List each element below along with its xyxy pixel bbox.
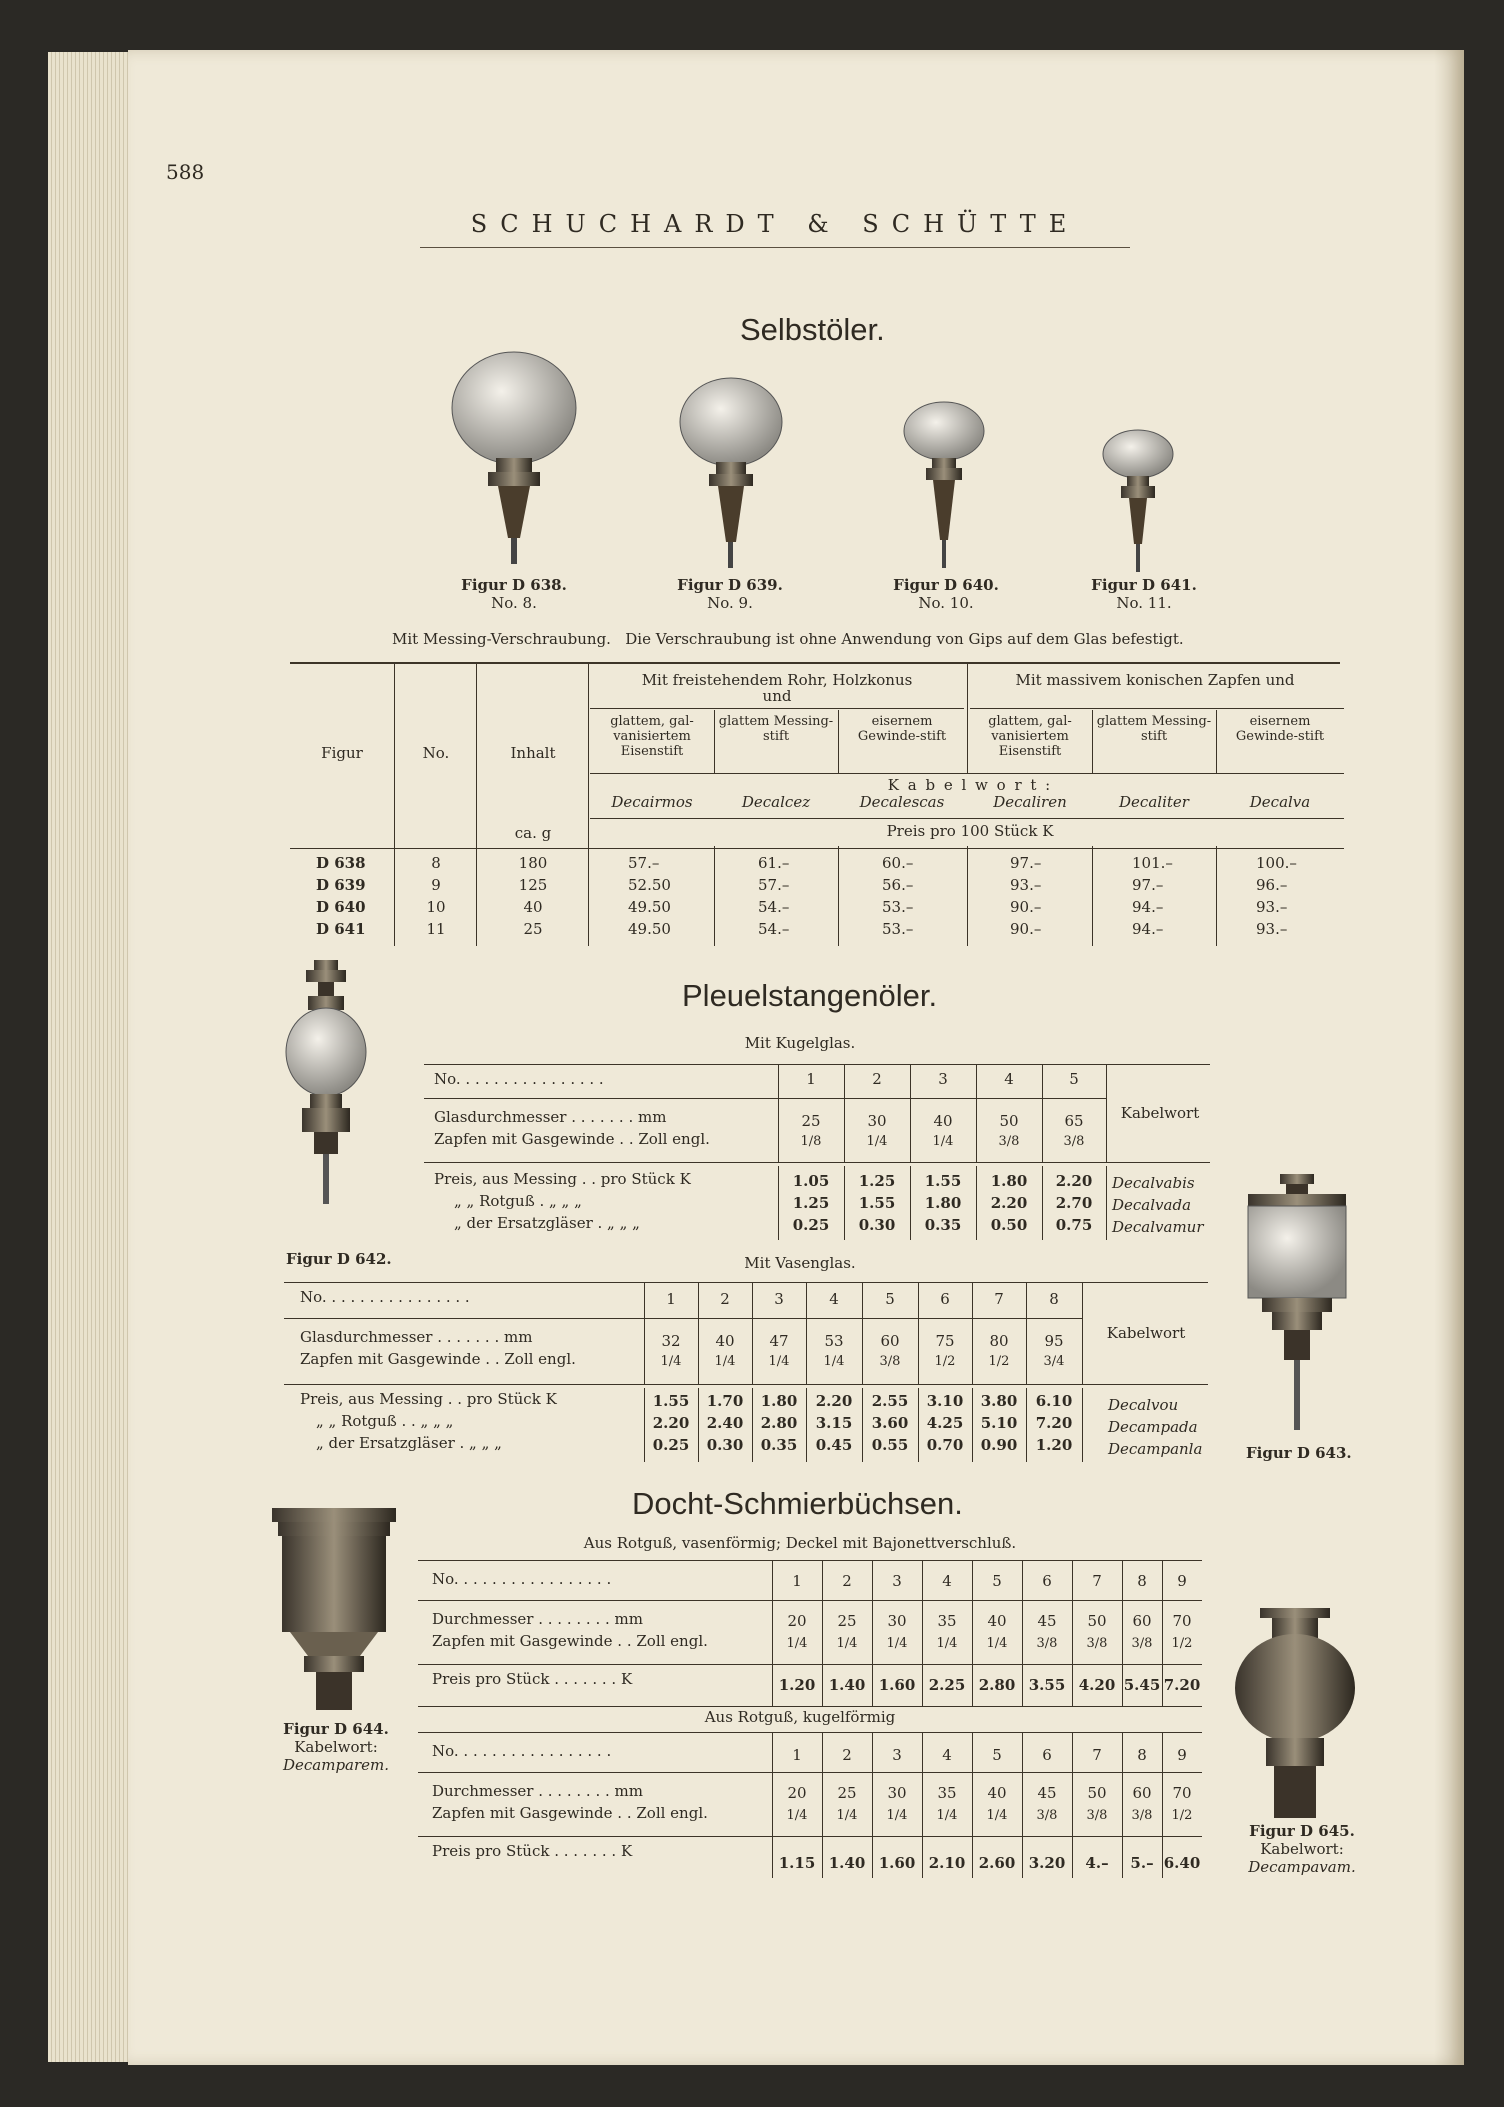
t1-sub-col5: glattem Messing-stift <box>1096 714 1212 744</box>
cell-zapfen: 3/8 <box>1086 1808 1108 1823</box>
t1-head-no: No. <box>422 744 450 762</box>
t1-sub-col3: eisernem Gewinde-stift <box>857 714 947 744</box>
cell-zapfen: 1/4 <box>986 1636 1008 1651</box>
cell-zapfen: 1/4 <box>866 1134 888 1149</box>
cell-durchmesser: 35 <box>937 1784 957 1802</box>
cell-price: 60.– <box>882 854 914 872</box>
cell-figur: D 638 <box>316 854 366 872</box>
cell-price: 2.40 <box>706 1414 744 1432</box>
t3-p-rotguss-label: „ „ Rotguß . . „ „ „ <box>316 1412 454 1430</box>
t3-code-ersatz: Decampanla <box>1108 1440 1203 1458</box>
cell-zapfen: 3/8 <box>1131 1636 1153 1651</box>
cell-price: 93.– <box>1256 898 1288 916</box>
t1-body <box>292 854 1346 942</box>
cell-price: 1.05 <box>792 1172 830 1190</box>
cell-glas: 40 <box>933 1112 953 1130</box>
col-no: 2 <box>842 1746 852 1764</box>
t3-code-messing: Decalvou <box>1108 1396 1179 1414</box>
cell-price: 0.25 <box>792 1216 830 1234</box>
cell-price: 0.30 <box>858 1216 896 1234</box>
cell-zapfen: 3/8 <box>998 1134 1020 1149</box>
t4-subtitle: Aus Rotguß, vasenförmig; Deckel mit Bajonettverschluß. <box>583 1534 1017 1552</box>
figure-label-d639: Figur D 639. <box>677 576 783 594</box>
figure-label-d641: Figur D 641. <box>1091 576 1197 594</box>
t5-subtitle: Aus Rotguß, kugelförmig <box>704 1708 896 1726</box>
col-no: 3 <box>892 1746 902 1764</box>
cell-price: 7.20 <box>1035 1414 1073 1432</box>
col-no: 4 <box>1004 1070 1014 1088</box>
cell-zapfen: 1/8 <box>800 1134 822 1149</box>
table-row <box>292 854 1346 876</box>
cell-figur: D 641 <box>316 920 366 938</box>
cell-price: 1.80 <box>924 1194 962 1212</box>
t3-glas-label: Glasdurchmesser . . . . . . . mm <box>300 1328 533 1346</box>
cell-price: 3.80 <box>980 1392 1018 1410</box>
cell-durchmesser: 50 <box>1087 1612 1107 1630</box>
cell-price: 1.55 <box>858 1194 896 1212</box>
col-no: 1 <box>666 1290 676 1308</box>
cell-price: 3.55 <box>1028 1676 1066 1694</box>
cell-zapfen: 1/4 <box>936 1636 958 1651</box>
cell-price: 2.25 <box>928 1676 966 1694</box>
figure-d645-code: Decampavam. <box>1248 1858 1356 1876</box>
cell-inhalt: 125 <box>518 876 548 894</box>
figure-d644-code: Decamparem. <box>282 1756 390 1774</box>
cell-zapfen: 3/8 <box>1036 1808 1058 1823</box>
page-spine-shadow <box>1434 50 1464 2065</box>
t3-p-messing-label: Preis, aus Messing . . pro Stück K <box>300 1390 557 1408</box>
col-no: 3 <box>892 1572 902 1590</box>
cell-price: 53.– <box>882 898 914 916</box>
t2-glas-label: Glasdurchmesser . . . . . . . mm <box>434 1108 667 1126</box>
oiler-figure-d639-illustration <box>676 376 786 570</box>
page-number: 588 <box>166 160 205 184</box>
figure-d645-kabelwort-label: Kabelwort: <box>1260 1840 1344 1858</box>
cell-price: 54.– <box>758 898 790 916</box>
t3-zapfen-label: Zapfen mit Gasgewinde . . Zoll engl. <box>300 1350 576 1368</box>
col-no: 4 <box>942 1746 952 1764</box>
t3-p-ersatz-label: „ der Ersatzgläser . „ „ „ <box>316 1434 502 1452</box>
cell-zapfen: 1/2 <box>934 1354 956 1369</box>
cell-price: 94.– <box>1132 920 1164 938</box>
cell-durchmesser: 30 <box>887 1784 907 1802</box>
t4-p-label: Preis pro Stück . . . . . . . K <box>432 1670 633 1688</box>
col-no: 8 <box>1137 1746 1147 1764</box>
t2-p-messing-label: Preis, aus Messing . . pro Stück K <box>434 1170 691 1188</box>
cell-zapfen: 3/4 <box>1043 1354 1065 1369</box>
cell-zapfen: 1/4 <box>836 1636 858 1651</box>
cell-no: 9 <box>431 876 441 894</box>
cell-price: 0.50 <box>990 1216 1028 1234</box>
figure-no-d641: No. 11. <box>1116 594 1172 612</box>
cell-price: 1.55 <box>924 1172 962 1190</box>
cell-price: 3.10 <box>926 1392 964 1410</box>
figure-d644-kabelwort-label: Kabelwort: <box>294 1738 378 1756</box>
t2-code-rotguss: Decalvada <box>1112 1196 1192 1214</box>
figure-label-d645: Figur D 645. <box>1249 1822 1355 1840</box>
cell-price: 1.25 <box>858 1172 896 1190</box>
t2-p-rotguss-label: „ „ Rotguß . „ „ „ <box>454 1192 582 1210</box>
col-no: 9 <box>1177 1746 1187 1764</box>
t1-code-col4: Decaliren <box>993 793 1067 811</box>
t2-no-label: No. . . . . . . . . . . . . . . . <box>434 1070 604 1088</box>
cell-price: 57.– <box>628 854 660 872</box>
cell-price: 3.20 <box>1028 1854 1066 1872</box>
col-no: 5 <box>992 1572 1002 1590</box>
cell-price: 3.15 <box>815 1414 853 1432</box>
col-no: 8 <box>1049 1290 1059 1308</box>
oiler-figure-d640-illustration <box>900 400 988 570</box>
cell-price: 49.50 <box>628 898 671 916</box>
col-no: 6 <box>1042 1572 1052 1590</box>
col-no: 1 <box>792 1746 802 1764</box>
cell-price: 1.40 <box>828 1854 866 1872</box>
col-no: 2 <box>720 1290 730 1308</box>
cell-glas: 53 <box>824 1332 844 1350</box>
lubricator-figure-d644-illustration <box>270 1506 398 1712</box>
col-no: 6 <box>940 1290 950 1308</box>
cell-price: 7.20 <box>1163 1676 1201 1694</box>
cell-durchmesser: 25 <box>837 1784 857 1802</box>
cell-price: 2.20 <box>815 1392 853 1410</box>
cell-price: 2.20 <box>990 1194 1028 1212</box>
t1-kabelwort-header: K a b e l w o r t : <box>887 776 1053 794</box>
col-no: 3 <box>938 1070 948 1088</box>
cell-zapfen: 1/4 <box>768 1354 790 1369</box>
cell-price: 5.– <box>1130 1854 1154 1872</box>
cell-price: 93.– <box>1010 876 1042 894</box>
t2-code-messing: Decalvabis <box>1112 1174 1195 1192</box>
t5-p-label: Preis pro Stück . . . . . . . K <box>432 1842 633 1860</box>
t5-z-label: Zapfen mit Gasgewinde . . Zoll engl. <box>432 1804 708 1822</box>
t3-code-rotguss: Decampada <box>1108 1418 1198 1436</box>
t1-head-figur: Figur <box>321 744 363 762</box>
t3-kabelwort: Kabelwort <box>1106 1324 1186 1342</box>
cell-price: 90.– <box>1010 898 1042 916</box>
t1-code-col6: Decalva <box>1249 793 1311 811</box>
col-no: 1 <box>792 1572 802 1590</box>
col-no: 3 <box>774 1290 784 1308</box>
cell-durchmesser: 45 <box>1037 1784 1057 1802</box>
figure-label-d644: Figur D 644. <box>283 1720 389 1738</box>
cell-zapfen: 1/4 <box>836 1808 858 1823</box>
cell-price: 2.20 <box>652 1414 690 1432</box>
cell-price: 1.20 <box>778 1676 816 1694</box>
cell-glas: 75 <box>935 1332 955 1350</box>
cell-glas: 65 <box>1064 1112 1084 1130</box>
t5-d-label: Durchmesser . . . . . . . . mm <box>432 1782 643 1800</box>
cell-zapfen: 3/8 <box>879 1354 901 1369</box>
cell-glas: 95 <box>1044 1332 1064 1350</box>
docht-schmierbuechsen-title: Docht-Schmierbüchsen. <box>632 1486 963 1521</box>
t1-code-col2: Decalcez <box>741 793 811 811</box>
col-no: 6 <box>1042 1746 1052 1764</box>
cell-no: 11 <box>426 920 446 938</box>
t4-no-label: No. . . . . . . . . . . . . . . . . <box>432 1570 612 1588</box>
cell-durchmesser: 20 <box>787 1784 807 1802</box>
cell-price: 100.– <box>1256 854 1297 872</box>
col-no: 5 <box>1069 1070 1079 1088</box>
cell-price: 4.20 <box>1078 1676 1116 1694</box>
cell-price: 0.45 <box>815 1436 853 1454</box>
col-no: 5 <box>885 1290 895 1308</box>
cell-price: 0.70 <box>926 1436 964 1454</box>
t1-sub-col1: glattem, gal-vanisiertem Eisenstift <box>610 714 694 759</box>
table-row <box>292 920 1346 942</box>
figure-label-d643: Figur D 643. <box>1246 1444 1352 1462</box>
selbstoeler-caption: Mit Messing-Verschraubung. Die Verschraubung ist ohne Anwendung von Gips auf dem Glas befestigt. <box>392 630 1184 648</box>
cell-durchmesser: 30 <box>887 1612 907 1630</box>
cell-price: 96.– <box>1256 876 1288 894</box>
cell-zapfen: 3/8 <box>1063 1134 1085 1149</box>
cell-price: 0.90 <box>980 1436 1018 1454</box>
cell-price: 0.75 <box>1055 1216 1093 1234</box>
cell-price: 1.55 <box>652 1392 690 1410</box>
cell-price: 93.– <box>1256 920 1288 938</box>
cell-price: 54.– <box>758 920 790 938</box>
cell-price: 5.10 <box>980 1414 1018 1432</box>
col-no: 4 <box>829 1290 839 1308</box>
cell-price: 6.10 <box>1035 1392 1073 1410</box>
cell-figur: D 639 <box>316 876 366 894</box>
pleuelstangenoeler-title: Pleuelstangenöler. <box>682 978 938 1013</box>
cell-price: 5.45 <box>1123 1676 1161 1694</box>
cell-price: 49.50 <box>628 920 671 938</box>
cell-zapfen: 1/2 <box>988 1354 1010 1369</box>
cell-durchmesser: 60 <box>1132 1612 1152 1630</box>
selbstoeler-title: Selbstöler. <box>740 312 885 347</box>
cell-figur: D 640 <box>316 898 366 916</box>
cell-durchmesser: 35 <box>937 1612 957 1630</box>
cell-price: 0.30 <box>706 1436 744 1454</box>
table-row <box>292 876 1346 898</box>
t4-d-label: Durchmesser . . . . . . . . mm <box>432 1610 643 1628</box>
cell-zapfen: 1/4 <box>886 1636 908 1651</box>
cell-price: 57.– <box>758 876 790 894</box>
cell-zapfen: 1/4 <box>786 1636 808 1651</box>
t2-zapfen-label: Zapfen mit Gasgewinde . . Zoll engl. <box>434 1130 710 1148</box>
cell-price: 2.10 <box>928 1854 966 1872</box>
cell-glas: 60 <box>880 1332 900 1350</box>
cell-price: 61.– <box>758 854 790 872</box>
t1-head-cag: ca. g <box>514 824 552 842</box>
cell-zapfen: 1/4 <box>823 1354 845 1369</box>
cell-durchmesser: 40 <box>987 1612 1007 1630</box>
cell-glas: 30 <box>867 1112 887 1130</box>
cell-glas: 80 <box>989 1332 1009 1350</box>
t1-sub-col2: glattem Messing-stift <box>718 714 834 744</box>
cell-price: 1.20 <box>1035 1436 1073 1454</box>
cell-zapfen: 1/4 <box>786 1808 808 1823</box>
t1-group2-header: Mit massivem konischen Zapfen und <box>1015 671 1295 689</box>
cell-price: 1.40 <box>828 1676 866 1694</box>
cell-price: 1.15 <box>778 1854 816 1872</box>
cell-price: 97.– <box>1132 876 1164 894</box>
cell-price: 0.35 <box>924 1216 962 1234</box>
cell-zapfen: 3/8 <box>1131 1808 1153 1823</box>
cell-price: 4.25 <box>926 1414 964 1432</box>
figure-no-d638: No. 8. <box>491 594 537 612</box>
col-no: 7 <box>1092 1746 1102 1764</box>
col-no: 8 <box>1137 1572 1147 1590</box>
cell-zapfen: 1/4 <box>886 1808 908 1823</box>
cell-inhalt: 25 <box>523 920 543 938</box>
t1-head-inhalt: Inhalt <box>510 744 556 762</box>
cell-price: 1.25 <box>792 1194 830 1212</box>
cell-inhalt: 180 <box>518 854 548 872</box>
cell-price: 2.80 <box>760 1414 798 1432</box>
cell-price: 2.80 <box>978 1676 1016 1694</box>
cell-price: 2.60 <box>978 1854 1016 1872</box>
oiler-figure-d642-illustration <box>284 960 368 1244</box>
cell-durchmesser: 25 <box>837 1612 857 1630</box>
cell-price: 2.20 <box>1055 1172 1093 1190</box>
oiler-figure-d643-illustration <box>1242 1172 1352 1440</box>
cell-price: 101.– <box>1132 854 1173 872</box>
t1-sub-col6: eisernem Gewinde-stift <box>1235 714 1325 744</box>
running-head: SCHUCHARDT & SCHÜTTE <box>470 210 1080 238</box>
cell-durchmesser: 45 <box>1037 1612 1057 1630</box>
figure-no-d640: No. 10. <box>918 594 974 612</box>
cell-durchmesser: 20 <box>787 1612 807 1630</box>
cell-glas: 32 <box>661 1332 681 1350</box>
cell-price: 94.– <box>1132 898 1164 916</box>
cell-no: 8 <box>431 854 441 872</box>
t1-preis-header: Preis pro 100 Stück K <box>886 822 1054 840</box>
cell-inhalt: 40 <box>523 898 543 916</box>
book-page-edges <box>48 52 134 2062</box>
t2-kabelwort: Kabelwort <box>1120 1104 1200 1122</box>
cell-price: 53.– <box>882 920 914 938</box>
cell-price: 4.– <box>1085 1854 1109 1872</box>
cell-price: 1.60 <box>878 1854 916 1872</box>
cell-price: 0.25 <box>652 1436 690 1454</box>
t3-no-label: No. . . . . . . . . . . . . . . . <box>300 1288 470 1306</box>
cell-zapfen: 1/4 <box>714 1354 736 1369</box>
cell-price: 0.35 <box>760 1436 798 1454</box>
cell-price: 1.80 <box>990 1172 1028 1190</box>
cell-price: 56.– <box>882 876 914 894</box>
col-no: 7 <box>994 1290 1004 1308</box>
cell-price: 90.– <box>1010 920 1042 938</box>
cell-durchmesser: 50 <box>1087 1784 1107 1802</box>
t2-p-ersatz-label: „ der Ersatzgläser . „ „ „ <box>454 1214 640 1232</box>
col-no: 5 <box>992 1746 1002 1764</box>
cell-zapfen: 3/8 <box>1086 1636 1108 1651</box>
cell-price: 6.40 <box>1163 1854 1201 1872</box>
cell-glas: 25 <box>801 1112 821 1130</box>
cell-glas: 47 <box>769 1332 789 1350</box>
col-no: 9 <box>1177 1572 1187 1590</box>
figure-label-d642: Figur D 642. <box>286 1250 392 1268</box>
t2-code-ersatz: Decalvamur <box>1112 1218 1204 1236</box>
cell-no: 10 <box>426 898 446 916</box>
cell-price: 0.55 <box>871 1436 909 1454</box>
cell-zapfen: 1/4 <box>986 1808 1008 1823</box>
cell-price: 1.60 <box>878 1676 916 1694</box>
t1-sub-col4: glattem, gal-vanisiertem Eisenstift <box>988 714 1072 759</box>
table-row <box>292 898 1346 920</box>
col-no: 2 <box>872 1070 882 1088</box>
cell-price: 1.80 <box>760 1392 798 1410</box>
col-no: 1 <box>806 1070 816 1088</box>
running-head-rule <box>420 247 1130 248</box>
figure-no-d639: No. 9. <box>707 594 753 612</box>
cell-glas: 40 <box>715 1332 735 1350</box>
figure-label-d640: Figur D 640. <box>893 576 999 594</box>
cell-glas: 50 <box>999 1112 1019 1130</box>
cell-zapfen: 1/2 <box>1171 1808 1193 1823</box>
cell-zapfen: 1/4 <box>936 1808 958 1823</box>
cell-durchmesser: 40 <box>987 1784 1007 1802</box>
cell-price: 3.60 <box>871 1414 909 1432</box>
cell-durchmesser: 70 <box>1172 1612 1192 1630</box>
cell-price: 52.50 <box>628 876 671 894</box>
cell-zapfen: 1/4 <box>932 1134 954 1149</box>
oiler-figure-d638-illustration <box>446 350 582 566</box>
col-no: 4 <box>942 1572 952 1590</box>
cell-durchmesser: 60 <box>1132 1784 1152 1802</box>
cell-price: 97.– <box>1010 854 1042 872</box>
t4-z-label: Zapfen mit Gasgewinde . . Zoll engl. <box>432 1632 708 1650</box>
cell-price: 2.55 <box>871 1392 909 1410</box>
t1-code-col1: Decairmos <box>611 793 693 811</box>
t1-code-col5: Decaliter <box>1119 793 1189 811</box>
lubricator-figure-d645-illustration <box>1232 1606 1358 1820</box>
cell-price: 2.70 <box>1055 1194 1093 1212</box>
figure-label-d638: Figur D 638. <box>461 576 567 594</box>
col-no: 7 <box>1092 1572 1102 1590</box>
t3-subtitle: Mit Vasenglas. <box>744 1254 856 1272</box>
t2-subtitle: Mit Kugelglas. <box>744 1034 856 1052</box>
t1-code-col3: Decalescas <box>859 793 945 811</box>
cell-zapfen: 1/4 <box>660 1354 682 1369</box>
t5-no-label: No. . . . . . . . . . . . . . . . . <box>432 1742 612 1760</box>
oiler-figure-d641-illustration <box>1100 428 1176 574</box>
t1-group1-header: Mit freistehendem Rohr, Holzkonus und <box>641 671 913 705</box>
cell-durchmesser: 70 <box>1172 1784 1192 1802</box>
cell-zapfen: 1/2 <box>1171 1636 1193 1651</box>
col-no: 2 <box>842 1572 852 1590</box>
cell-price: 1.70 <box>706 1392 744 1410</box>
cell-zapfen: 3/8 <box>1036 1636 1058 1651</box>
